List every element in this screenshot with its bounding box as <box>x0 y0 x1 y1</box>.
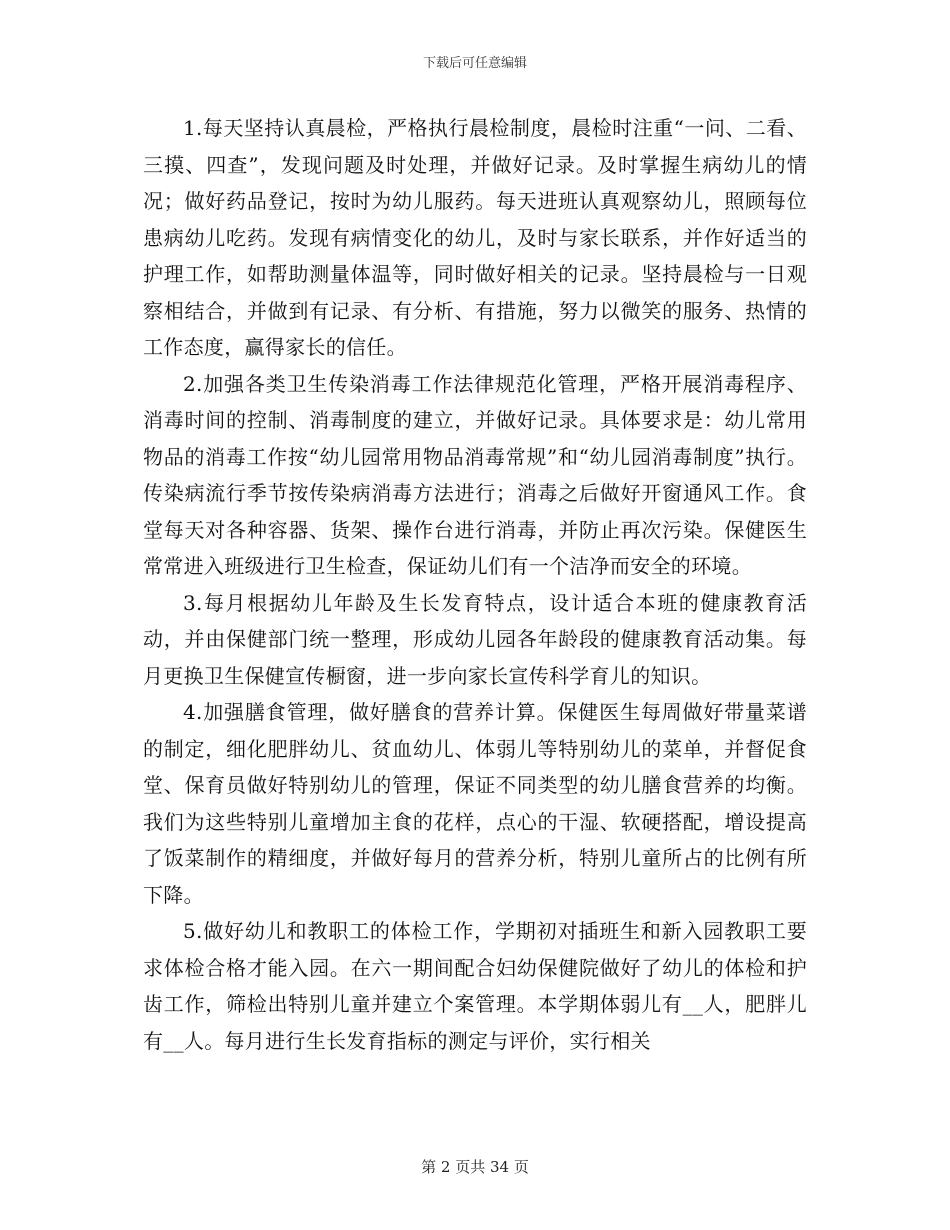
page-header: 下载后可任意编辑 <box>422 56 527 71</box>
paragraph-4: 4.加强膳食管理，做好膳食的营养计算。保健医生每周做好带量菜谱的制定，细化肥胖幼儿、贫血幼儿、体弱儿等特别幼儿的菜单，并督促食堂、保育员做好特别幼儿的管理，保证不同类型的幼儿膳食营养的均衡。我们为这些特别儿童增加主食的花样，点心的干湿、软硬搭配，增设提高了饭菜制作的精细度，并做好每月的营养分析，特别儿童所占的比例有所下降。 <box>143 700 807 907</box>
document-body <box>143 110 807 1059</box>
paragraph-1: 1.每天坚持认真晨检，严格执行晨检制度，晨检时注重“一问、二看、三摸、四查”，发现问题及时处理，并做好记录。及时掌握生病幼儿的情况；做好药品登记，按时为幼儿服药。每天进班认真观察幼儿，照顾每位患病幼儿吃药。发现有病情变化的幼儿，及时与家长联系，并作好适当的护理工作，如帮助测量体温等，同时做好相关的记录。坚持晨检与一日观察相结合，并做到有记录、有分析、有措施，努力以微笑的服务、热情的工作态度，赢得家长的信任。 <box>143 116 807 359</box>
paragraph-2: 2.加强各类卫生传染消毒工作法律规范化管理，严格开展消毒程序、消毒时间的控制、消毒制度的建立，并做好记录。具体要求是：幼儿常用物品的消毒工作按“幼儿园常用物品消毒常规”和“幼儿园消毒制度”执行。传染病流行季节按传染病消毒方法进行；消毒之后做好开窗通风工作。食堂每天对各种容器、货架、操作台进行消毒，并防止再次污染。保健医生常常进入班级进行卫生检查，保证幼儿们有一个洁净而安全的环境。 <box>143 371 807 578</box>
paragraph-5: 5.做好幼儿和教职工的体检工作，学期初对插班生和新入园教职工要求体检合格才能入园。在六一期间配合妇幼保健院做好了幼儿的体检和护齿工作，筛检出特别儿童并建立个案管理。本学期体弱儿有__人，肥胖儿有__人。每月进行生长发育指标的测定与评价，实行相关 <box>143 919 807 1053</box>
paragraph-3: 3.每月根据幼儿年龄及生长发育特点，设计适合本班的健康教育活动，并由保健部门统一整理，形成幼儿园各年龄段的健康教育活动集。每月更换卫生保健宣传橱窗，进一步向家长宣传科学育儿的知识。 <box>143 590 807 688</box>
page-number-footer: 第 2 页共 34 页 <box>421 1158 529 1176</box>
